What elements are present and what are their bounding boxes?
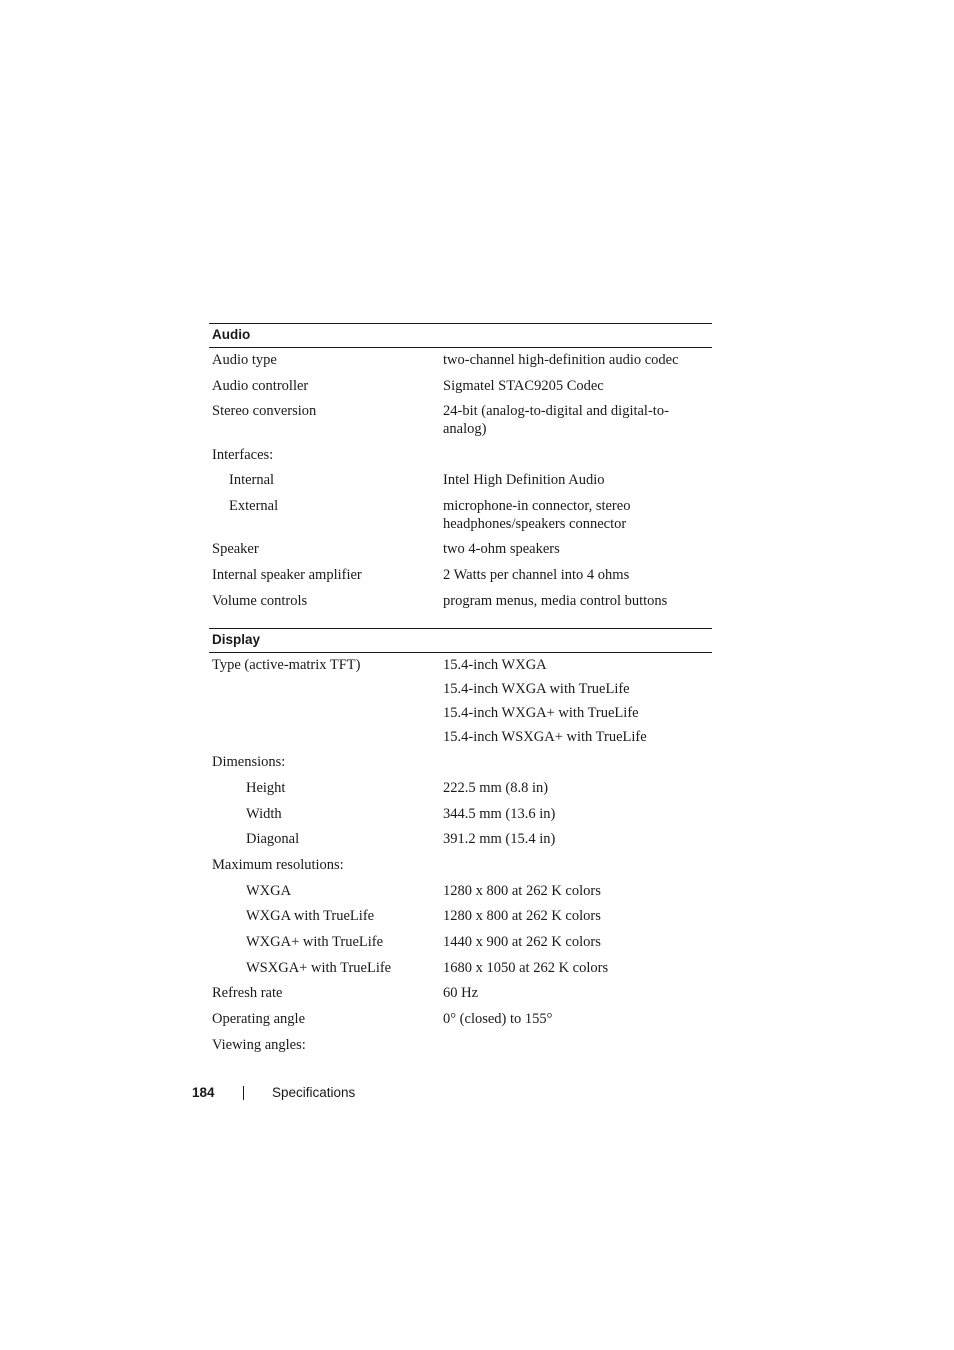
- row-label: WXGA+ with TrueLife: [246, 934, 384, 950]
- row-label: Internal speaker amplifier: [212, 567, 362, 583]
- spec-row: [209, 805, 712, 830]
- spec-row: [209, 446, 712, 471]
- row-label: Volume controls: [212, 593, 308, 609]
- row-label: Audio type: [212, 352, 277, 368]
- row-label: Internal: [229, 472, 275, 488]
- row-value: program menus, media control buttons: [443, 593, 668, 609]
- spec-row: [209, 656, 712, 680]
- spec-row: [209, 830, 712, 856]
- row-label: Height: [246, 780, 286, 796]
- spec-row: [209, 753, 712, 779]
- row-label: WSXGA+ with TrueLife: [246, 960, 392, 976]
- row-label: Viewing angles:: [212, 1037, 306, 1053]
- row-value: 15.4-inch WSXGA+ with TrueLife: [443, 729, 647, 745]
- row-value: 0° (closed) to 155°: [443, 1011, 553, 1027]
- row-value: 1680 x 1050 at 262 K colors: [443, 960, 609, 976]
- page-number: 184: [192, 1085, 215, 1100]
- row-label: Dimensions:: [212, 754, 286, 770]
- row-value: two-channel high-definition audio codec: [443, 352, 679, 368]
- spec-row: [209, 1036, 712, 1062]
- row-label: Stereo conversion: [212, 403, 317, 419]
- spec-row: [209, 728, 712, 753]
- spec-row: [209, 377, 712, 402]
- spec-row: [209, 907, 712, 933]
- row-value: 1440 x 900 at 262 K colors: [443, 934, 601, 950]
- row-label: Audio controller: [212, 378, 309, 394]
- row-value: Intel High Definition Audio: [443, 472, 605, 488]
- spec-row: [209, 779, 712, 805]
- row-value: 391.2 mm (15.4 in): [443, 831, 556, 847]
- spec-row: [209, 933, 712, 959]
- row-label: Diagonal: [246, 831, 300, 847]
- spec-row: [209, 1010, 712, 1036]
- spec-row: [209, 471, 712, 497]
- row-label: Width: [246, 806, 282, 822]
- row-value: 24-bit (analog-to-digital and digital-to-analog): [443, 403, 669, 437]
- audio-section-heading: Audio: [209, 323, 712, 348]
- spec-row: [209, 984, 712, 1010]
- row-value: 15.4-inch WXGA+ with TrueLife: [443, 705, 639, 721]
- row-label: Operating angle: [212, 1011, 306, 1027]
- row-value: 15.4-inch WXGA with TrueLife: [443, 681, 630, 697]
- row-label: External: [229, 498, 279, 514]
- footer-section-title: Specifications: [272, 1085, 356, 1100]
- row-value: 344.5 mm (13.6 in): [443, 806, 556, 822]
- row-value: 2 Watts per channel into 4 ohms: [443, 567, 630, 583]
- display-section-heading: Display: [209, 628, 712, 653]
- row-label: WXGA with TrueLife: [246, 908, 375, 924]
- row-label: Type (active-matrix TFT): [212, 657, 361, 673]
- row-value: microphone-in connector, stereo headphones/speakers connector: [443, 498, 631, 532]
- row-value: 15.4-inch WXGA: [443, 657, 547, 673]
- spec-row: [209, 497, 712, 540]
- row-label: Interfaces:: [212, 447, 274, 463]
- row-label: WXGA: [246, 883, 292, 899]
- row-label: Speaker: [212, 541, 259, 557]
- footer-divider: [243, 1086, 244, 1100]
- spec-row: [209, 856, 712, 882]
- row-value: 1280 x 800 at 262 K colors: [443, 883, 601, 899]
- spec-row: [209, 882, 712, 907]
- row-value: Sigmatel STAC9205 Codec: [443, 378, 604, 394]
- spec-row: [209, 704, 712, 728]
- spec-row: [209, 540, 712, 566]
- spec-row: [209, 680, 712, 704]
- spec-table: [209, 323, 712, 1062]
- row-label: Refresh rate: [212, 985, 283, 1001]
- row-value: 60 Hz: [443, 985, 479, 1001]
- spec-row: [209, 402, 712, 446]
- row-value: 222.5 mm (8.8 in): [443, 780, 549, 796]
- row-value: two 4-ohm speakers: [443, 541, 560, 557]
- row-label: Maximum resolutions:: [212, 857, 344, 873]
- spec-row: [209, 959, 712, 984]
- spec-row: [209, 351, 712, 377]
- row-value: 1280 x 800 at 262 K colors: [443, 908, 601, 924]
- spec-row: [209, 566, 712, 592]
- spec-row: [209, 592, 712, 628]
